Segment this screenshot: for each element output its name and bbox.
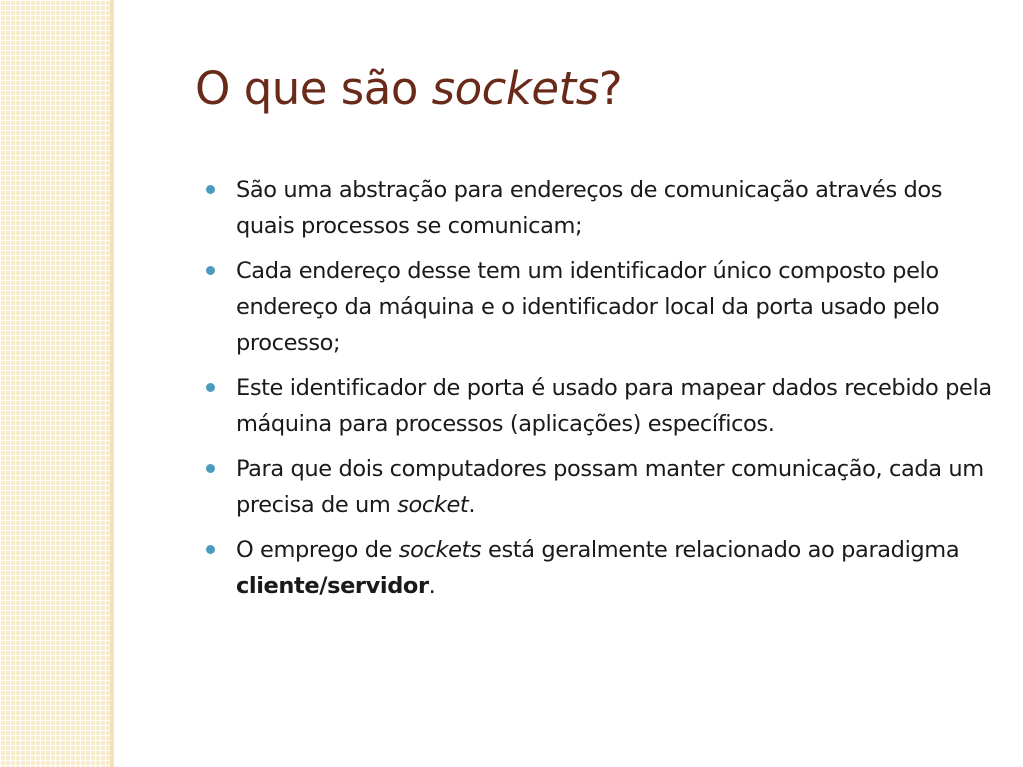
bullet-item (236, 172, 1006, 244)
bullet-item (236, 370, 1006, 442)
bullet-list (236, 172, 1006, 613)
slide-title-suffix: ? (598, 62, 623, 115)
bullet-item (236, 532, 1006, 604)
bullet-text: está geralmente relacionado ao paradigma (481, 537, 960, 563)
bullet-text: Cada endereço desse tem um identificador único composto pelo endereço da máquina e o identificador local da porta usado pelo processo; (236, 258, 940, 356)
bullet-text: . (468, 492, 476, 518)
slide-title-emphasis: sockets (431, 62, 599, 115)
slide-title (195, 62, 622, 116)
bullet-text-italic: sockets (398, 537, 482, 563)
bullet-text: . (428, 573, 436, 599)
bullet-text: São uma abstração para endereços de comunicação através dos quais processos se comunicam; (236, 177, 943, 239)
decorative-side-pattern (0, 0, 110, 767)
bullet-item (236, 451, 1006, 523)
bullet-text: Este identificador de porta é usado para mapear dados recebido pela máquina para processos (aplicações) específicos. (236, 375, 992, 437)
bullet-text-italic: socket (397, 492, 469, 518)
bullet-item (236, 253, 1006, 361)
decorative-side-edge (110, 0, 114, 767)
bullet-text: O emprego de (236, 537, 399, 563)
bullet-text-bold: cliente/servidor (236, 573, 429, 599)
slide-title-prefix: O que são (195, 62, 432, 115)
bullet-text: Para que dois computadores possam manter comunicação, cada um precisa de um (236, 456, 984, 518)
